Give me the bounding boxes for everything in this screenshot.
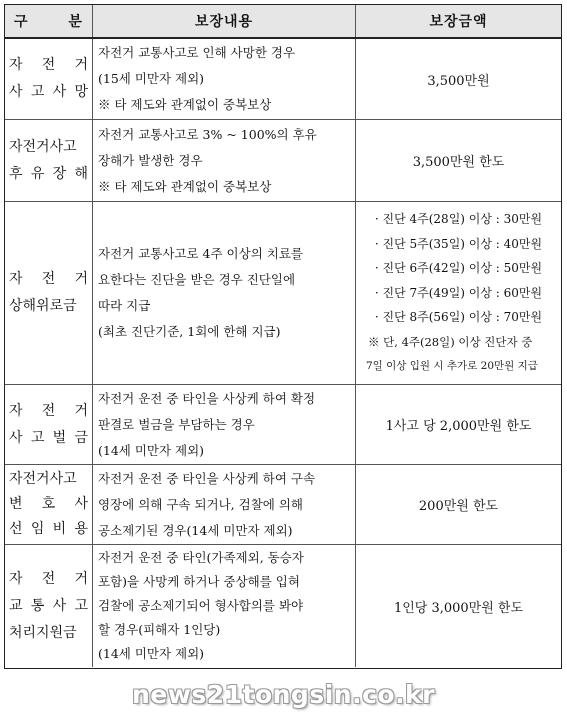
table-row (5, 465, 561, 545)
table-row (5, 120, 561, 202)
row-category: 자 전 거 상해위로금 (9, 271, 88, 314)
amount-item: · 진단 6주(42일) 이상 : 50만원 (374, 261, 543, 276)
coverage-table (4, 4, 562, 669)
row-amount: 1인당 3,000만원 한도 (393, 600, 524, 616)
table-row (5, 385, 561, 465)
row-amount: 1사고 당 2,000만원 한도 (385, 419, 532, 434)
row-amount: 200만원 한도 (418, 499, 499, 514)
watermark-text: news21tongsin.co.kr (131, 680, 436, 709)
amount-note: 7일 이상 입원 시 추가로 20만원 지급 (366, 360, 538, 373)
table-row (5, 39, 561, 120)
amount-note: ※ 단, 4주(28일) 이상 진단자 중 (368, 334, 533, 349)
table-row (5, 545, 561, 667)
row-content: 자전거 운전 중 타인(가족제외, 동승자 포함)을 사망케 하거나 중상해를 입혀 검찰에 공소제기되어 형사합의를 봐야 할 경우(피해자 1인당) (14세 미만자 제외) (98, 550, 304, 661)
row-category: 자전거사고 후 유 장 해 (9, 138, 88, 182)
row-amount-list (356, 202, 561, 384)
row-category: 자 전 거 사 고 사 망 (9, 57, 88, 100)
table-header-row (5, 5, 561, 39)
header-category: 구 분 (14, 14, 83, 30)
row-category: 자 전 거 사 고 벌 금 (9, 402, 88, 446)
row-category: 자 전 거 교 통 사 고 처리지원금 (9, 570, 88, 641)
row-category: 자전거사고 변 호 사 선 임 비 용 (9, 471, 88, 537)
amount-item: · 진단 8주(56일) 이상 : 70만원 (374, 310, 543, 325)
table-row (5, 202, 561, 385)
row-amount: 3,500만원 한도 (412, 155, 505, 170)
header-content: 보장내용 (194, 14, 254, 30)
row-content: 자전거 교통사고로 인해 사망한 경우 (15세 미만자 제외) ※ 타 제도와 관계없이 중복보상 (98, 45, 296, 112)
amount-item: · 진단 5주(35일) 이상 : 40만원 (374, 236, 543, 251)
row-content: 자전거 운전 중 타인을 사상케 하여 확정 판결로 벌금을 부담하는 경우 (14세 미만자 제외) (98, 390, 316, 458)
row-content: 자전거 운전 중 타인을 사상케 하여 구속 영장에 의해 구속 되거나, 검찰에 의해 공소제기된 경우(14세 미만자 제외) (98, 470, 316, 538)
row-content: 자전거 교통사고로 4주 이상의 치료를 요한다는 진단을 받은 경우 진단일에 따라 지급 (최초 진단기준, 1회에 한해 지급) (98, 246, 303, 339)
amount-item: · 진단 7주(49일) 이상 : 60만원 (374, 285, 543, 300)
row-amount: 3,500만원 (427, 73, 490, 89)
amount-item: · 진단 4주(28일) 이상 : 30만원 (374, 212, 543, 227)
row-content: 자전거 교통사고로 3% ~ 100%의 후유 장해가 발생한 경우 ※ 타 제도와 관계없이 중복보상 (98, 126, 317, 194)
header-amount: 보장금액 (429, 14, 488, 30)
